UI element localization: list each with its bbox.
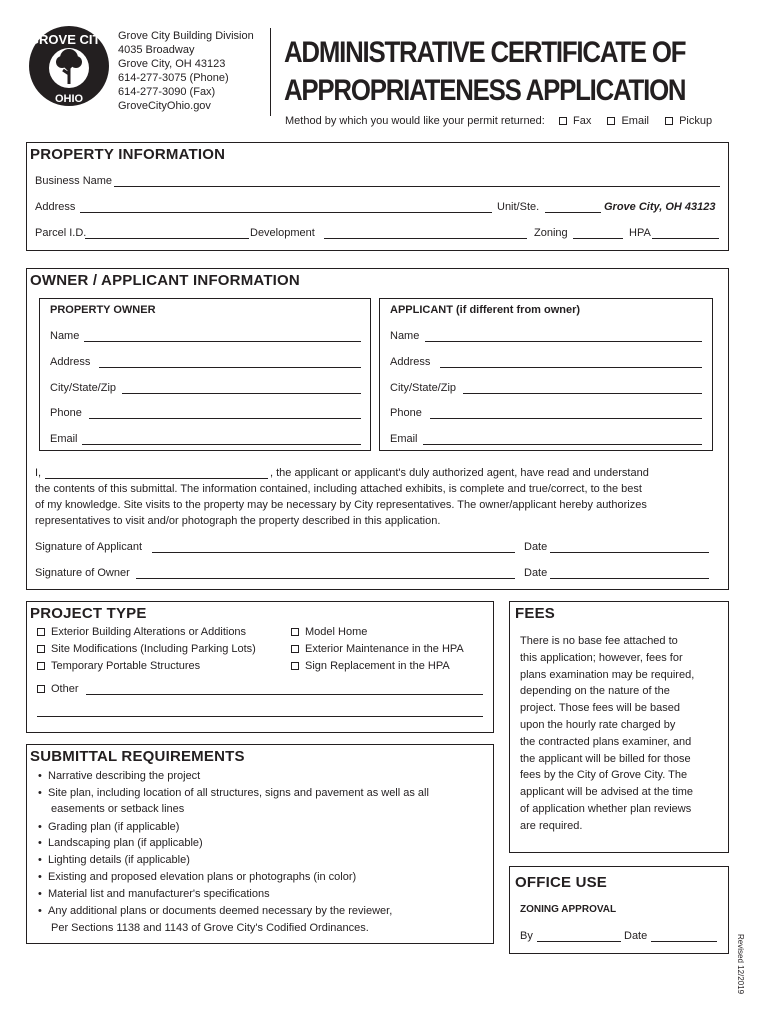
applicant-name-field[interactable] [425, 341, 702, 342]
submittal-item-8: • Any additional plans or documents deemed necessary by the reviewer, [38, 905, 393, 917]
statement-line-4: representatives to visit and/or photograph the property described in this application. [35, 515, 441, 527]
fees-line: project. Those fees will be based [520, 702, 680, 715]
parcel-field[interactable] [85, 238, 249, 239]
submittal-item-6-text: Existing and proposed elevation plans or photographs (in color) [48, 871, 357, 883]
project-option-4-label: Model Home [305, 626, 368, 638]
signature-owner-field[interactable] [136, 578, 515, 579]
project-option-6-label: Sign Replacement in the HPA [305, 660, 450, 672]
statement-line-2: the contents of this submittal. The information contained, including attached exhibits, is complete and true/correct, to the best [35, 483, 642, 495]
fees-line: the contracted plans examiner, and [520, 735, 692, 748]
pickup-option-label: Pickup [679, 115, 713, 127]
fax-number: 614-277-3090 (Fax) [118, 86, 216, 98]
project-option-4 [291, 625, 367, 639]
office-by-field[interactable] [537, 941, 621, 942]
submittal-item-3-text: Grading plan (if applicable) [48, 821, 180, 833]
submittal-item-5: • Lighting details (if applicable) [38, 854, 190, 866]
owner-email-field[interactable] [82, 444, 361, 445]
development-label: Development [250, 227, 315, 239]
street-address: 4035 Broadway [118, 44, 195, 56]
project-option-other-checkbox[interactable] [37, 685, 45, 693]
office-date-field[interactable] [651, 941, 717, 942]
applicant-title: APPLICANT (if different from owner) [390, 304, 581, 316]
hpa-label: HPA [629, 227, 651, 239]
zoning-approval-label: ZONING APPROVAL [520, 904, 617, 915]
project-option-6-checkbox[interactable] [291, 662, 299, 670]
applicant-city-field[interactable] [463, 393, 702, 394]
fees-line: plans examination may be required, [520, 668, 695, 681]
statement-name-field[interactable] [45, 478, 268, 479]
applicant-phone-field[interactable] [430, 418, 702, 419]
submittal-item-2-cont: easements or setback lines [51, 803, 185, 815]
address-label: Address [35, 201, 76, 213]
project-option-4-checkbox[interactable] [291, 628, 299, 636]
applicant-date-label: Date [524, 541, 548, 553]
city-seal-logo [28, 24, 110, 108]
property-owner-title: PROPERTY OWNER [50, 304, 156, 316]
submittal-heading: SUBMITTAL REQUIREMENTS [30, 748, 245, 765]
project-option-other [37, 682, 79, 696]
email-option-label: Email [621, 115, 649, 127]
project-option-5-label: Exterior Maintenance in the HPA [305, 643, 464, 655]
property-owner-box [39, 298, 371, 451]
business-name-field[interactable] [114, 186, 720, 187]
other-field-line-2[interactable] [37, 716, 483, 717]
logo-text-bottom: OHIO [54, 93, 84, 105]
fees-line: applicant will be advised at the time [520, 786, 694, 799]
page-title [284, 34, 685, 110]
applicant-email-label: Email [390, 433, 418, 445]
address-field[interactable] [80, 212, 492, 213]
project-option-1 [37, 625, 246, 639]
submittal-item-8-cont: Per Sections 1138 and 1143 of Grove City's Codified Ordinances. [51, 922, 369, 934]
fees-line: are required. [520, 819, 583, 832]
project-option-3 [37, 659, 200, 673]
title-line-2: APPROPRIATENESS APPLICATION [284, 74, 686, 107]
owner-phone-label: Phone [50, 407, 82, 419]
applicant-address-field[interactable] [440, 367, 702, 368]
pickup-checkbox[interactable] [665, 117, 673, 125]
fees-line: this application; however, fees for [520, 651, 683, 664]
fees-line: upon the hourly rate charged by [520, 718, 676, 731]
office-by-label: By [520, 930, 533, 942]
project-option-5 [291, 642, 464, 656]
submittal-item-2: • Site plan, including location of all structures, signs and pavement as well as all [38, 787, 429, 799]
email-checkbox[interactable] [607, 117, 615, 125]
submittal-item-2-text: Site plan, including location of all structures, signs and pavement as well as all [48, 787, 429, 799]
fees-line: the applicant will be billed for those [520, 752, 691, 765]
project-option-2-label: Site Modifications (Including Parking Lots) [51, 643, 256, 655]
submittal-item-4-text: Landscaping plan (if applicable) [48, 837, 203, 849]
project-option-2 [37, 642, 256, 656]
return-method [285, 114, 712, 128]
parcel-label: Parcel I.D. [35, 227, 87, 239]
project-option-1-checkbox[interactable] [37, 628, 45, 636]
statement-i: I, [35, 467, 42, 479]
logo-text-top: GROVE CITY [28, 32, 110, 47]
division-name: Grove City Building Division [118, 30, 254, 42]
title-line-1: ADMINISTRATIVE CERTIFICATE OF [284, 36, 686, 69]
project-option-6 [291, 659, 450, 673]
signature-applicant-field[interactable] [152, 552, 515, 553]
owner-address-field[interactable] [99, 367, 361, 368]
fax-option-label: Fax [572, 115, 592, 127]
owner-phone-field[interactable] [89, 418, 361, 419]
submittal-item-7-text: Material list and manufacturer's specifications [48, 888, 270, 900]
header-divider [270, 28, 271, 116]
submittal-item-6: • Existing and proposed elevation plans or photographs (in color) [38, 871, 357, 883]
owner-city-label: City/State/Zip [50, 382, 117, 394]
unit-field[interactable] [545, 212, 601, 213]
applicant-name-label: Name [390, 330, 420, 342]
phone-number: 614-277-3075 (Phone) [118, 72, 229, 84]
owner-name-label: Name [50, 330, 80, 342]
applicant-city-label: City/State/Zip [390, 382, 457, 394]
owner-email-label: Email [50, 433, 78, 445]
submittal-item-1-text: Narrative describing the project [48, 770, 201, 782]
website: GroveCityOhio.gov [118, 100, 211, 112]
submittal-item-3: • Grading plan (if applicable) [38, 821, 180, 833]
office-use-heading: OFFICE USE [515, 874, 608, 891]
zoning-field[interactable] [573, 238, 623, 239]
owner-date-label: Date [524, 567, 548, 579]
submittal-item-5-text: Lighting details (if applicable) [48, 854, 190, 866]
applicant-phone-label: Phone [390, 407, 422, 419]
owner-heading: OWNER / APPLICANT INFORMATION [30, 272, 300, 289]
fees-line: depending on the nature of the [520, 685, 670, 698]
development-field[interactable] [324, 238, 527, 239]
return-method-label: Method by which you would like your permit returned: [285, 115, 545, 127]
hpa-field[interactable] [652, 238, 719, 239]
project-option-1-label: Exterior Building Alterations or Additions [51, 626, 247, 638]
applicant-date-field[interactable] [550, 552, 709, 553]
signature-owner-label: Signature of Owner [35, 567, 130, 579]
other-field-line-1[interactable] [86, 694, 483, 695]
fees-heading: FEES [515, 605, 555, 622]
zoning-label: Zoning [534, 227, 568, 239]
owner-name-field[interactable] [84, 341, 361, 342]
city-value: Grove City, OH 43123 [604, 201, 716, 213]
fees-line: fees by the City of Grove City. The [520, 769, 688, 782]
fees-line: of application whether plan reviews [520, 802, 692, 815]
applicant-email-field[interactable] [423, 444, 702, 445]
project-option-other-label: Other [51, 683, 79, 695]
submittal-item-8-text: Any additional plans or documents deemed necessary by the reviewer, [48, 905, 393, 917]
business-name-label: Business Name [35, 175, 113, 187]
fax-checkbox[interactable] [559, 117, 567, 125]
office-date-label: Date [624, 930, 648, 942]
property-heading: PROPERTY INFORMATION [30, 146, 226, 163]
submittal-item-7: • Material list and manufacturer's specifications [38, 888, 270, 900]
unit-label: Unit/Ste. [497, 201, 540, 213]
project-type-heading: PROJECT TYPE [30, 605, 147, 622]
project-option-3-label: Temporary Portable Structures [51, 660, 201, 672]
statement-line-1: , the applicant or applicant's duly authorized agent, have read and understand [270, 467, 649, 479]
owner-city-field[interactable] [122, 393, 361, 394]
city-address: Grove City, OH 43123 [118, 58, 226, 70]
revision-note: Revised 12/2019 [736, 934, 745, 995]
submittal-item-4: • Landscaping plan (if applicable) [38, 837, 203, 849]
signature-applicant-label: Signature of Applicant [35, 541, 143, 553]
applicant-box [379, 298, 713, 451]
contact-block [118, 29, 254, 113]
fees-line: There is no base fee attached to [520, 635, 678, 647]
fees-text [520, 633, 694, 835]
project-option-3-checkbox[interactable] [37, 662, 45, 670]
submittal-item-1: • Narrative describing the project [38, 770, 201, 782]
statement-line-3: of my knowledge. Site visits to the property may be necessary by City representatives. The owner/applicant hereby authorizes [35, 499, 647, 511]
project-option-5-checkbox[interactable] [291, 645, 299, 653]
owner-date-field[interactable] [550, 578, 709, 579]
applicant-address-label: Address [390, 356, 431, 368]
project-option-2-checkbox[interactable] [37, 645, 45, 653]
owner-address-label: Address [50, 356, 91, 368]
